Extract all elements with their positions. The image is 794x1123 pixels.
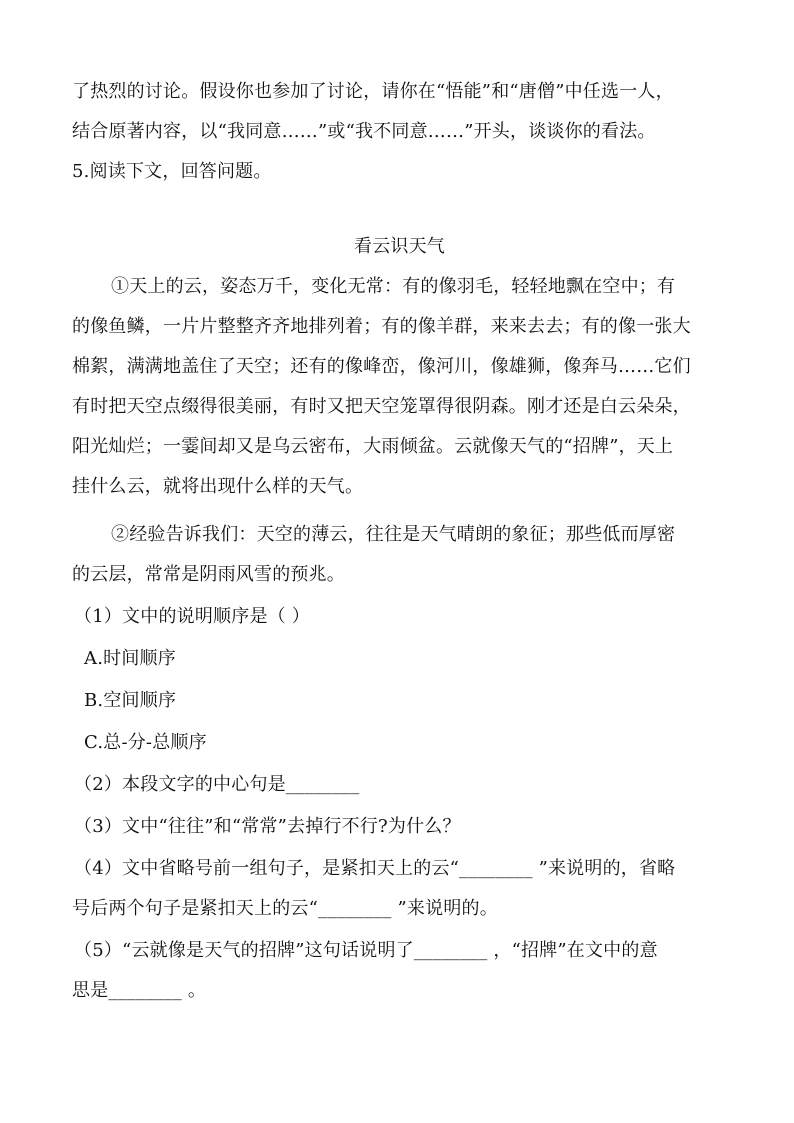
question-3: （3）文中“往往”和“常常”去掉行不行?为什么？: [74, 816, 461, 837]
question-5-line-2: 思是________ 。: [72, 980, 207, 1001]
article-paragraph-2-line-1: ②经验告诉我们：天空的薄云，往往是天气晴朗的象征；那些低而厚密: [111, 524, 676, 545]
article-paragraph-1-line-6: 挂什么云，就将出现什么样的天气。: [72, 476, 364, 497]
question-5-line-1: （5）“云就像是天气的招牌”这句话说明了________ ，“招牌”在文中的意: [74, 940, 658, 961]
prompt-line-2: 结合原著内容，以“我同意……”或“我不同意……”开头，谈谈你的看法。: [72, 121, 656, 142]
question-1-option-a: A.时间顺序: [84, 648, 176, 669]
article-paragraph-1-line-5: 阳光灿烂；一霎间却又是乌云密布，大雨倾盆。云就像天气的“招牌”，天上: [72, 436, 674, 457]
article-paragraph-1-line-1: ①天上的云，姿态万千，变化无常：有的像羽毛，轻轻地飘在空中；有: [111, 276, 676, 297]
article-title: 看云识天气: [354, 236, 445, 257]
article-paragraph-2-line-2: 的云层，常常是阴雨风雪的预兆。: [72, 564, 345, 585]
question-1: （1）文中的说明顺序是（ ）: [74, 606, 310, 627]
article-paragraph-1-line-3: 棉絮，满满地盖住了天空；还有的像峰峦，像河川，像雄狮，像奔马……它们: [72, 356, 691, 377]
document-page: [72, 78, 727, 1005]
article-paragraph-1-line-4: 有时把天空点缀得很美丽，有时又把天空笼罩得很阴森。刚才还是白云朵朵，: [72, 396, 691, 417]
question-4-line-1: （4）文中省略号前一组句子，是紧扣天上的云“________ ”来说明的，省略: [74, 858, 676, 879]
prompt-line-3: 5.阅读下文，回答问题。: [72, 161, 272, 182]
prompt-line-1: 了热烈的讨论。假设你也参加了讨论，请你在“悟能”和“唐僧”中任选一人，: [72, 81, 674, 102]
article-paragraph-1-line-2: 的像鱼鳞，一片片整整齐齐地排列着；有的像羊群，来来去去；有的像一张大: [72, 316, 691, 337]
question-1-option-c: C.总-分-总顺序: [84, 732, 207, 753]
question-1-option-b: B.空间顺序: [84, 690, 177, 711]
question-2: （2）本段文字的中心句是________: [74, 774, 360, 795]
question-4-line-2: 号后两个句子是紧扣天上的云“________ ”来说明的。: [72, 898, 498, 919]
